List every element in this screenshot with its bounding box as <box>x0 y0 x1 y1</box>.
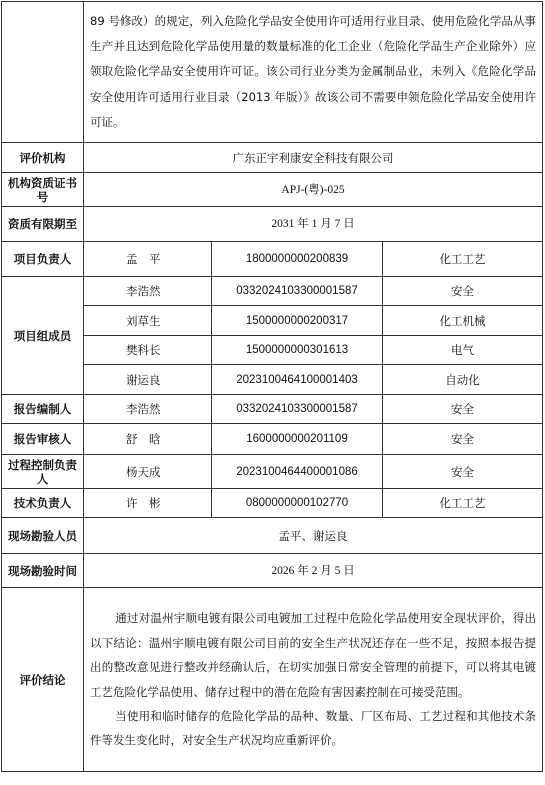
member-name: 李浩然 <box>84 277 212 306</box>
compiler-row <box>2 395 543 424</box>
member-row <box>2 277 543 306</box>
org-value: 广东正宇利康安全科技有限公司 <box>84 143 543 173</box>
member-number: 1500000000200317 <box>212 306 383 336</box>
intro-row <box>2 2 543 143</box>
cert-label: 机构资质证书号 <box>2 173 84 207</box>
member-name: 谢运良 <box>84 365 212 395</box>
members-label: 项目组成员 <box>2 277 84 395</box>
compiler-field: 安全 <box>383 395 543 424</box>
org-label: 评价机构 <box>2 143 84 173</box>
validity-value: 2031 年 1 月 7 日 <box>84 207 543 242</box>
member-field: 化工机械 <box>383 306 543 336</box>
member-row <box>2 336 543 365</box>
evaluation-info-table <box>1 1 543 772</box>
member-field: 安全 <box>383 277 543 306</box>
leader-label: 项目负责人 <box>2 242 84 277</box>
inspect-time-row <box>2 554 543 588</box>
reviewer-label: 报告审核人 <box>2 424 84 455</box>
compiler-label: 报告编制人 <box>2 395 84 424</box>
validity-row <box>2 207 543 242</box>
inspect-time-label: 现场勘验时间 <box>2 554 84 588</box>
member-field: 自动化 <box>383 365 543 395</box>
inspectors-value: 孟平、谢运良 <box>84 518 543 554</box>
reviewer-number: 1600000000201109 <box>212 424 383 455</box>
tech-row <box>2 489 543 518</box>
conclusion-label: 评价结论 <box>2 588 84 772</box>
reviewer-name: 舒 晗 <box>84 424 212 455</box>
member-field: 电气 <box>383 336 543 365</box>
leader-field: 化工工艺 <box>383 242 543 277</box>
tech-number: 0800000000102770 <box>212 489 383 518</box>
conclusion-row <box>2 588 543 772</box>
process-label: 过程控制负责人 <box>2 455 84 489</box>
member-number: 1500000000301613 <box>212 336 383 365</box>
conclusion-cell <box>84 588 543 772</box>
member-name: 樊科长 <box>84 336 212 365</box>
inspect-time-value: 2026 年 2 月 5 日 <box>84 554 543 588</box>
leader-name: 孟 平 <box>84 242 212 277</box>
intro-text: 89 号修改）的规定，列入危险化学品安全使用许可适用行业目录、使用危险化学品从事生产并且达到危险化学品使用量的数量标准的化工企业（危险化学品生产企业除外）应领取危险化学品安全使用许可证。该公司行业分类为金属制品业，未列入《危险化学品安全使用许可适用行业目录（2013 年版）》故该公司不需要申领危险化学品安全使用许可证。 <box>90 13 537 129</box>
tech-name: 许 彬 <box>84 489 212 518</box>
inspectors-row <box>2 518 543 554</box>
member-number: 2023100464100001403 <box>212 365 383 395</box>
member-number: 0332024103300001587 <box>212 277 383 306</box>
tech-field: 化工工艺 <box>383 489 543 518</box>
cert-value: APJ-(粤)-025 <box>84 173 543 207</box>
member-name: 刘草生 <box>84 306 212 336</box>
process-name: 杨天成 <box>84 455 212 489</box>
conclusion-paragraph-2: 当使用和临时储存的危险化学品的品种、数量、厂区布局、工艺过程和其他技术条件等发生变化时，对安全生产状况均应重新评价。 <box>90 708 537 748</box>
compiler-number: 0332024103300001587 <box>212 395 383 424</box>
reviewer-field: 安全 <box>383 424 543 455</box>
cert-row <box>2 173 543 207</box>
reviewer-row <box>2 424 543 455</box>
member-row <box>2 365 543 395</box>
intro-cell <box>84 2 543 143</box>
process-field: 安全 <box>383 455 543 489</box>
org-row <box>2 143 543 173</box>
tech-label: 技术负责人 <box>2 489 84 518</box>
validity-label: 资质有限期至 <box>2 207 84 242</box>
process-number: 2023100464400001086 <box>212 455 383 489</box>
process-row <box>2 455 543 489</box>
leader-number: 1800000000200839 <box>212 242 383 277</box>
leader-row <box>2 242 543 277</box>
inspectors-label: 现场勘验人员 <box>2 518 84 554</box>
member-row <box>2 306 543 336</box>
conclusion-paragraph-1: 通过对温州宇顺电镀有限公司电镀加工过程中危险化学品使用安全现状评价，得出以下结论：温州宇顺电镀有限公司目前的安全生产状况还存在一些不足，按照本报告提出的整改意见进行整改并经确认后，在切实加强日常安全管理的前提下，可以将其电镀工艺危险化学品使用、储存过程中的潜在危险有害因素控制在可接受范围。 <box>90 611 537 699</box>
compiler-name: 李浩然 <box>84 395 212 424</box>
